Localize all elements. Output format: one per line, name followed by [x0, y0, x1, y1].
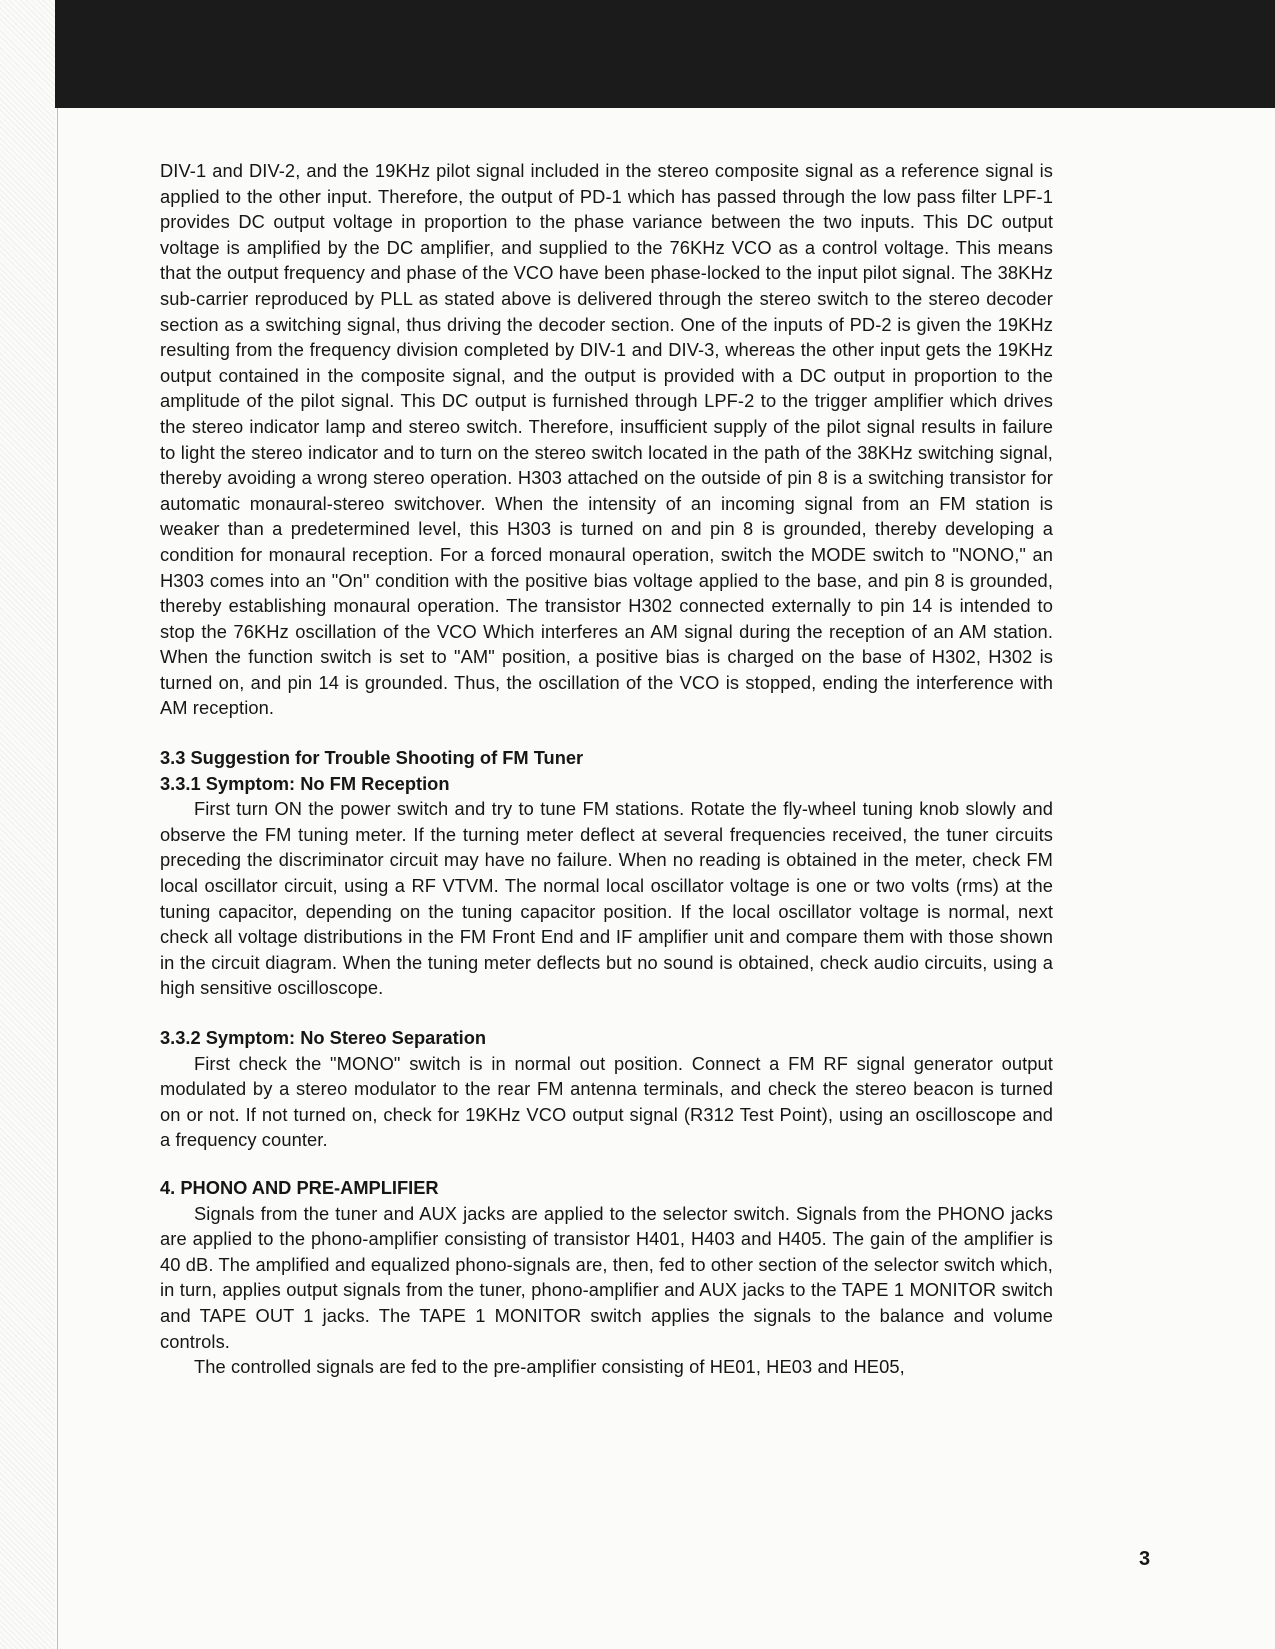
section-4-body-2: The controlled signals are fed to the pre-amplifier consisting of HE01, HE03 and HE05, — [194, 1356, 905, 1378]
section-4-body-1: Signals from the tuner and AUX jacks are applied to the selector switch. Signals from the PHONO jacks are applied to the phono-amplifier consisting of transistor H401, H403 and H405. The gain of the amplifier is 40 dB. The amplified and equalized phono-signals are, then, fed to other section of the selector switch which, in turn, applies output signals from the tuner, phono-amplifier and AUX jacks to the TAPE 1 MONITOR switch and TAPE OUT 1 jacks. The TAPE 1 MONITOR switch applies the signals to the balance and volume controls. — [160, 1202, 1053, 1352]
scanned-header-band — [55, 0, 1275, 108]
section-3-3-heading: 3.3 Suggestion for Trouble Shooting of FM Tuner — [160, 747, 584, 769]
scanned-margin-texture — [0, 0, 55, 1649]
page-number: 3 — [1139, 1548, 1151, 1570]
section-gap — [160, 1001, 1053, 1025]
section-3-3-1-body: First turn ON the power switch and try to tune FM stations. Rotate the fly-wheel tuning knob slowly and observe the FM tuning meter. If the turning meter deflect at several frequencies received, the tuner circuits preceding the discriminator circuit may have no failure. When no reading is obtained in the meter, check FM local oscillator circuit, using a RF VTVM. The normal local oscillator voltage is one or two volts (rms) at the tuning capacitor, depending on the tuning capacitor position. If the local oscillator voltage is normal, next check all voltage distributions in the FM Front End and IF amplifier unit and compare them with those shown in the circuit diagram. When the tuning meter deflects but no sound is obtained, check audio circuits, using a high sensitive oscilloscope. — [160, 798, 1053, 999]
section-4-heading: 4. PHONO AND PRE-AMPLIFIER — [160, 1176, 439, 1198]
intro-paragraph: DIV-1 and DIV-2, and the 19KHz pilot signal included in the stereo composite signal as a reference signal is applied to the other input. Therefore, the output of PD-1 which has passed through the low pass filter LPF-1 provides DC output voltage in proportion to the phase variance between the two inputs. This DC output voltage is amplified by the DC amplifier, and supplied to the 76KHz VCO as a control voltage. This means that the output frequency and phase of the VCO have been phase-locked to the input pilot signal. The 38KHz sub-carrier reproduced by PLL as stated above is delivered through the stereo switch to the stereo decoder section as a switching signal, thus driving the decoder section. One of the inputs of PD-2 is given the 19KHz resulting from the frequency division completed by DIV-1 and DIV-3, whereas the other input gets the 19KHz output contained in the composite signal, and the output is provided with a DC output in proportion to the amplitude of the pilot signal. This DC output is furnished through LPF-2 to the trigger amplifier which drives the stereo indicator lamp and stereo switch. Therefore, insufficient supply of the pilot signal results in failure to light the stereo indicator and to turn on the stereo switch located in the path of the 38KHz switching signal, thereby avoiding a wrong stereo operation. H303 attached on the outside of pin 8 is a switching transistor for automatic monaural-stereo switchover. When the intensity of an incoming signal from an FM station is weaker than a predetermined level, this H303 is turned on and pin 8 is grounded, thereby developing a condition for monaural reception. For a forced monaural operation, switch the MODE switch to "NONO," an H303 comes into an "On" condition with the positive bias voltage applied to the base, and pin 8 is grounded, thereby establishing monaural operation. The transistor H302 connected externally to pin 14 is intended to stop the 76KHz oscillation of the VCO Which interferes an AM signal during the reception of an AM station. When the function switch is set to "AM" position, a positive bias is charged on the base of H302, H302 is turned on, and pin 14 is grounded. Thus, the oscillation of the VCO is stopped, ending the interference with AM reception. — [160, 160, 1053, 719]
section-gap — [160, 1153, 1053, 1175]
section-3-3-2-body: First check the "MONO" switch is in normal out position. Connect a FM RF signal generator output modulated by a stereo modulator to the rear FM antenna terminals, and check the stereo beacon is turned on or not. If not turned on, check for 19KHz VCO output signal (R312 Test Point), using an oscilloscope and a frequency counter. — [160, 1052, 1053, 1151]
section-3-3-2-heading: 3.3.2 Symptom: No Stereo Separation — [160, 1027, 487, 1048]
section-gap — [160, 721, 1053, 745]
section-3-3-1-heading: 3.3.1 Symptom: No FM Reception — [160, 772, 450, 794]
page-content — [160, 158, 1053, 1380]
binding-edge-rule — [57, 108, 58, 1649]
